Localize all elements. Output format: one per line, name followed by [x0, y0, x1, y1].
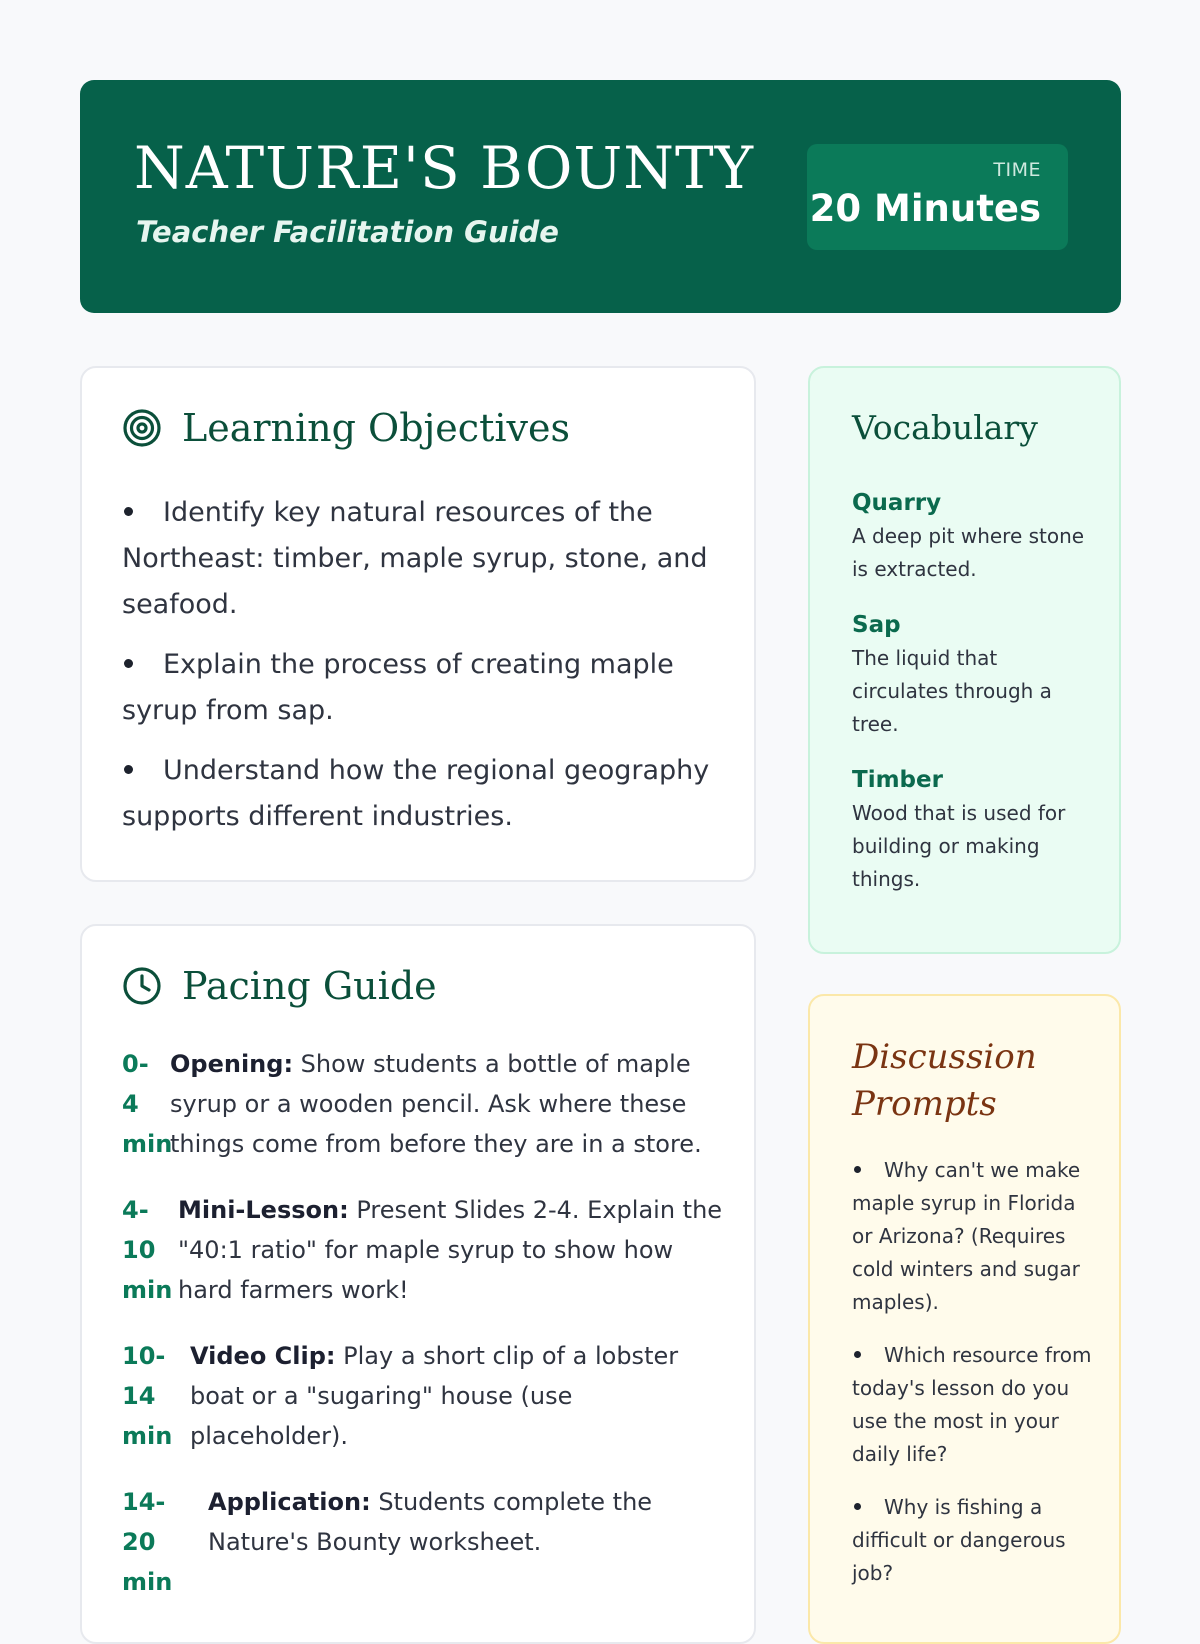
pacing-description: Play a short clip of a lobster boat or a "sugaring" house (use placeholder). — [190, 1342, 679, 1450]
list-item — [852, 1491, 1092, 1590]
vocab-term: Sap — [852, 612, 901, 638]
learning-objectives-card — [80, 366, 756, 882]
clock-icon — [122, 966, 162, 1006]
list-item — [122, 642, 722, 734]
pacing-text — [178, 1190, 726, 1310]
vocabulary-heading: Vocabulary — [852, 408, 1038, 447]
bullet-icon — [854, 1166, 861, 1173]
discussion-text: Why is fishing a difficult or dangerous job? — [852, 1495, 1066, 1585]
vocab-definition: Wood that is used for building or making things. — [852, 801, 1066, 891]
list-item — [852, 1154, 1092, 1319]
bullet-icon — [854, 1351, 861, 1358]
discussion-heading: Discussion Prompts — [852, 1037, 1037, 1124]
objectives-list — [122, 490, 722, 854]
vocab-definition: The liquid that circulates through a tree. — [852, 646, 1052, 736]
vocabulary-card — [808, 366, 1121, 954]
list-item — [122, 490, 722, 628]
pacing-row — [122, 1044, 726, 1164]
pacing-description: Show students a bottle of maple syrup or a wooden pencil. Ask where these things come from before they are in a store. — [170, 1050, 702, 1158]
vocab-definition: A deep pit where stone is extracted. — [852, 524, 1085, 581]
pacing-guide-title: Pacing Guide — [182, 964, 437, 1008]
pacing-row — [122, 1336, 726, 1456]
objective-text: Identify key natural resources of the Northeast: timber, maple syrup, stone, and seafood. — [122, 497, 708, 620]
pacing-label: Opening: — [170, 1050, 294, 1078]
vocabulary-list — [852, 486, 1092, 918]
discussion-prompts-card — [808, 994, 1121, 1644]
target-icon — [122, 408, 162, 448]
discussion-text: Why can't we make maple syrup in Florida or Arizona? (Requires cold winters and sugar maples). — [852, 1158, 1081, 1314]
list-item — [122, 748, 722, 840]
page-subtitle: Teacher Facilitation Guide — [136, 215, 559, 249]
guide-header — [80, 80, 1121, 313]
pacing-time: 0-4 min — [122, 1050, 173, 1158]
bullet-icon — [124, 659, 133, 668]
vocab-term: Quarry — [852, 490, 942, 516]
bullet-icon — [124, 765, 133, 774]
pacing-label: Application: — [208, 1488, 371, 1516]
discussion-text: Which resource from today's lesson do you use the most in your daily life? — [852, 1343, 1092, 1466]
pacing-time: 4-10 min — [122, 1196, 173, 1304]
time-value: 20 Minutes — [809, 187, 1041, 230]
pacing-description: Students complete the Nature's Bounty worksheet. — [208, 1488, 653, 1556]
vocab-term: Timber — [852, 767, 943, 793]
pacing-guide-heading — [122, 964, 437, 1008]
list-item — [852, 1339, 1092, 1471]
pacing-text — [170, 1044, 726, 1164]
pacing-time: 14-20 min — [122, 1488, 173, 1596]
bullet-icon — [854, 1503, 861, 1510]
pacing-description: Present Slides 2-4. Explain the "40:1 ratio" for maple syrup to show how hard farmers work! — [178, 1196, 723, 1304]
learning-objectives-title: Learning Objectives — [182, 406, 570, 450]
page-title: NATURE'S BOUNTY — [134, 134, 755, 202]
vocab-item — [852, 486, 1092, 586]
pacing-row — [122, 1190, 726, 1310]
time-label: TIME — [993, 159, 1041, 181]
pacing-time: 10-14 min — [122, 1342, 173, 1450]
pacing-text — [190, 1336, 726, 1456]
learning-objectives-heading — [122, 406, 570, 450]
discussion-list — [852, 1154, 1092, 1610]
pacing-row — [122, 1482, 726, 1602]
vocab-item — [852, 608, 1092, 741]
pacing-label: Mini-Lesson: — [178, 1196, 349, 1224]
pacing-label: Video Clip: — [190, 1342, 336, 1370]
bullet-icon — [124, 507, 133, 516]
time-badge — [807, 144, 1068, 250]
pacing-guide-card — [80, 924, 756, 1644]
objective-text: Explain the process of creating maple syrup from sap. — [122, 649, 674, 726]
objective-text: Understand how the regional geography supports different industries. — [122, 755, 710, 832]
pacing-list — [122, 1044, 726, 1628]
vocab-item — [852, 763, 1092, 896]
pacing-text — [208, 1482, 726, 1602]
